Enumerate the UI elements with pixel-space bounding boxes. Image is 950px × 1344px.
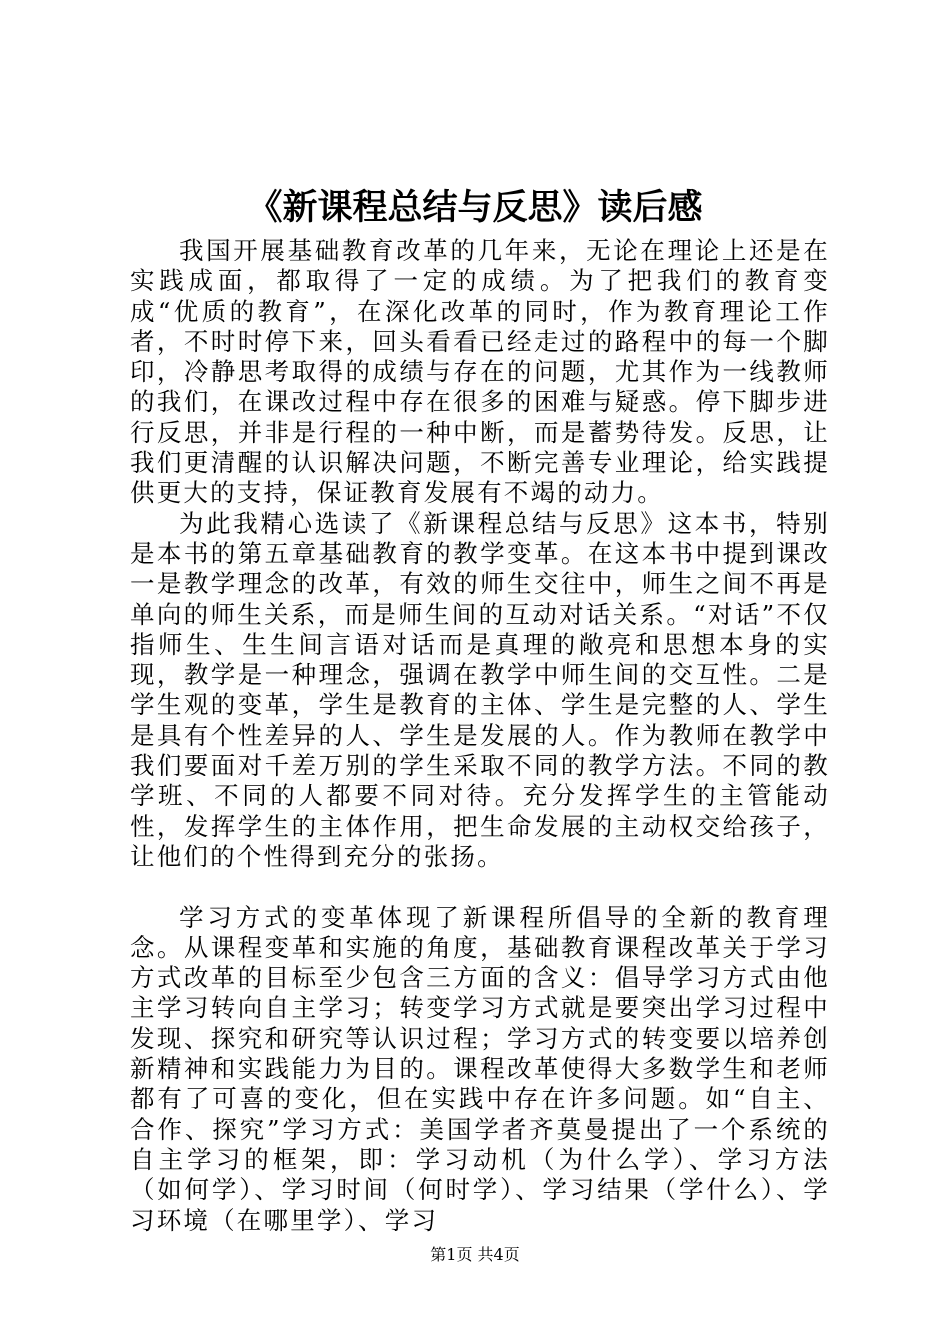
paragraph-1: 我国开展基础教育改革的几年来，无论在理论上还是在实践成面，都取得了一定的成绩。为了把我们的教育变成“优质的教育”，在深化改革的同时，作为教育理论工作者，不时时停下来，回头看看已经走过的路程中的每一个脚印，冷静思考取得的成绩与存在的问题，尤其作为一线教师的我们，在课改过程中存在很多的困难与疑惑。停下脚步进行反思，并非是行程的一种中断，而是蓄势待发。反思，让我们更清醒的认识解决问题，不断完善专业理论，给实践提供更大的支持，保证教育发展有不竭的动力。 [130, 236, 830, 508]
paragraph-3: 学习方式的变革体现了新课程所倡导的全新的教育理念。从课程变革和实施的角度，基础教育课程改革关于学习方式改革的目标至少包含三方面的含义：倡导学习方式由他主学习转向自主学习；转变学习方式就是要突出学习过程中发现、探究和研究等认识过程；学习方式的转变要以培养创新精神和实践能力为目的。课程改革使得大多数学生和老师都有了可喜的变化，但在实践中存在许多问题。如“自主、合作、探究”学习方式：美国学者齐莫曼提出了一个系统的自主学习的框架，即：学习动机（为什么学）、学习方法（如何学）、学习时间（何时学）、学习结果（学什么）、学习环境（在哪里学）、学习 [130, 902, 830, 1235]
document-body [130, 236, 830, 1236]
page-number-footer: 第1页 共4页 [430, 1245, 520, 1264]
document-title: 《新课程总结与反思》读后感 [247, 187, 703, 228]
paragraph-2: 为此我精心选读了《新课程总结与反思》这本书，特别是本书的第五章基础教育的教学变革。在这本书中提到课改一是教学理念的改革，有效的师生交往中，师生之间不再是单向的师生关系，而是师生间的互动对话关系。“对话”不仅指师生、生生间言语对话而是真理的敞亮和思想本身的实现，教学是一种理念，强调在教学中师生间的交互性。二是学生观的变革，学生是教育的主体、学生是完整的人、学生是具有个性差异的人、学生是发展的人。作为教师在教学中我们要面对千差万别的学生采取不同的教学方法。不同的教学班、不同的人都要不同对待。充分发挥学生的主管能动性，发挥学生的主体作用，把生命发展的主动权交给孩子，让他们的个性得到充分的张扬。 [130, 508, 830, 871]
